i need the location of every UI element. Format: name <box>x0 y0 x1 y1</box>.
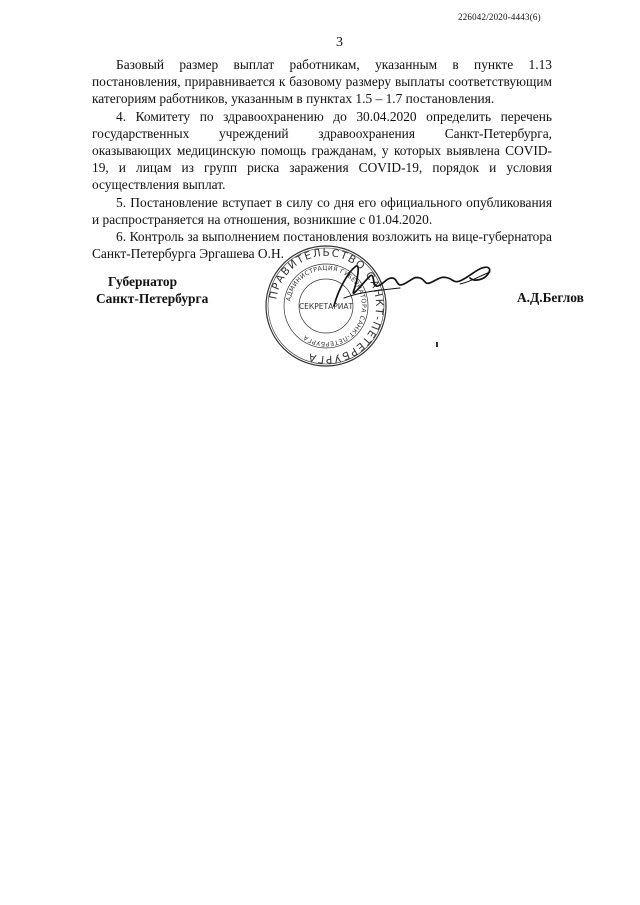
seal-center-text: СЕКРЕТАРИАТ <box>298 302 354 311</box>
paragraph-item-4: 4. Комитету по здравоохранению до 30.04.2020 определить перечень государственных учреждений здравоохранения Санкт-Петербурга, оказывающих медицинскую помощь гражданам, у которых выявлена COVID-19, и лицам из групп риска заражения COVID-19, порядок и условия осуществления выплат. <box>92 108 552 193</box>
paragraph-base-payment: Базовый размер выплат работникам, указанным в пункте 1.13 постановления, приравнивается к базовому размеру выплаты соответствующим категориям работников, указанным в пунктах 1.5 – 1.7 постановления. <box>92 57 552 107</box>
document-id: 226042/2020-4443(6) <box>458 12 541 22</box>
signatory-title <box>96 273 208 307</box>
paragraph-item-5: 5. Постановление вступает в силу со дня его официального опубликования и распространяется на отношения, возникшие с 01.04.2020. <box>92 194 552 227</box>
signature-graphic <box>320 254 502 316</box>
signatory-title-line1: Губернатор <box>108 274 178 289</box>
signatory-name: А.Д.Беглов <box>517 290 584 305</box>
signatory-title-line2: Санкт-Петербурга <box>96 291 209 306</box>
scan-mark <box>436 342 438 347</box>
seal-inner-text: АДМИНИСТРАЦИЯ ГУБЕРНАТОРА САНКТ-ПЕТЕРБУРГА <box>285 264 368 348</box>
paragraph-item-6: 6. Контроль за выполнением постановления возложить на вице-губернатора Санкт-Петербурга Эргашева О.Н. <box>92 229 552 262</box>
seal-outer-text: ПРАВИТЕЛЬСТВО САНКТ-ПЕТЕРБУРГА <box>267 246 386 366</box>
handwritten-signature <box>320 254 502 316</box>
document-body <box>92 56 552 262</box>
page-number: 3 <box>336 35 343 50</box>
